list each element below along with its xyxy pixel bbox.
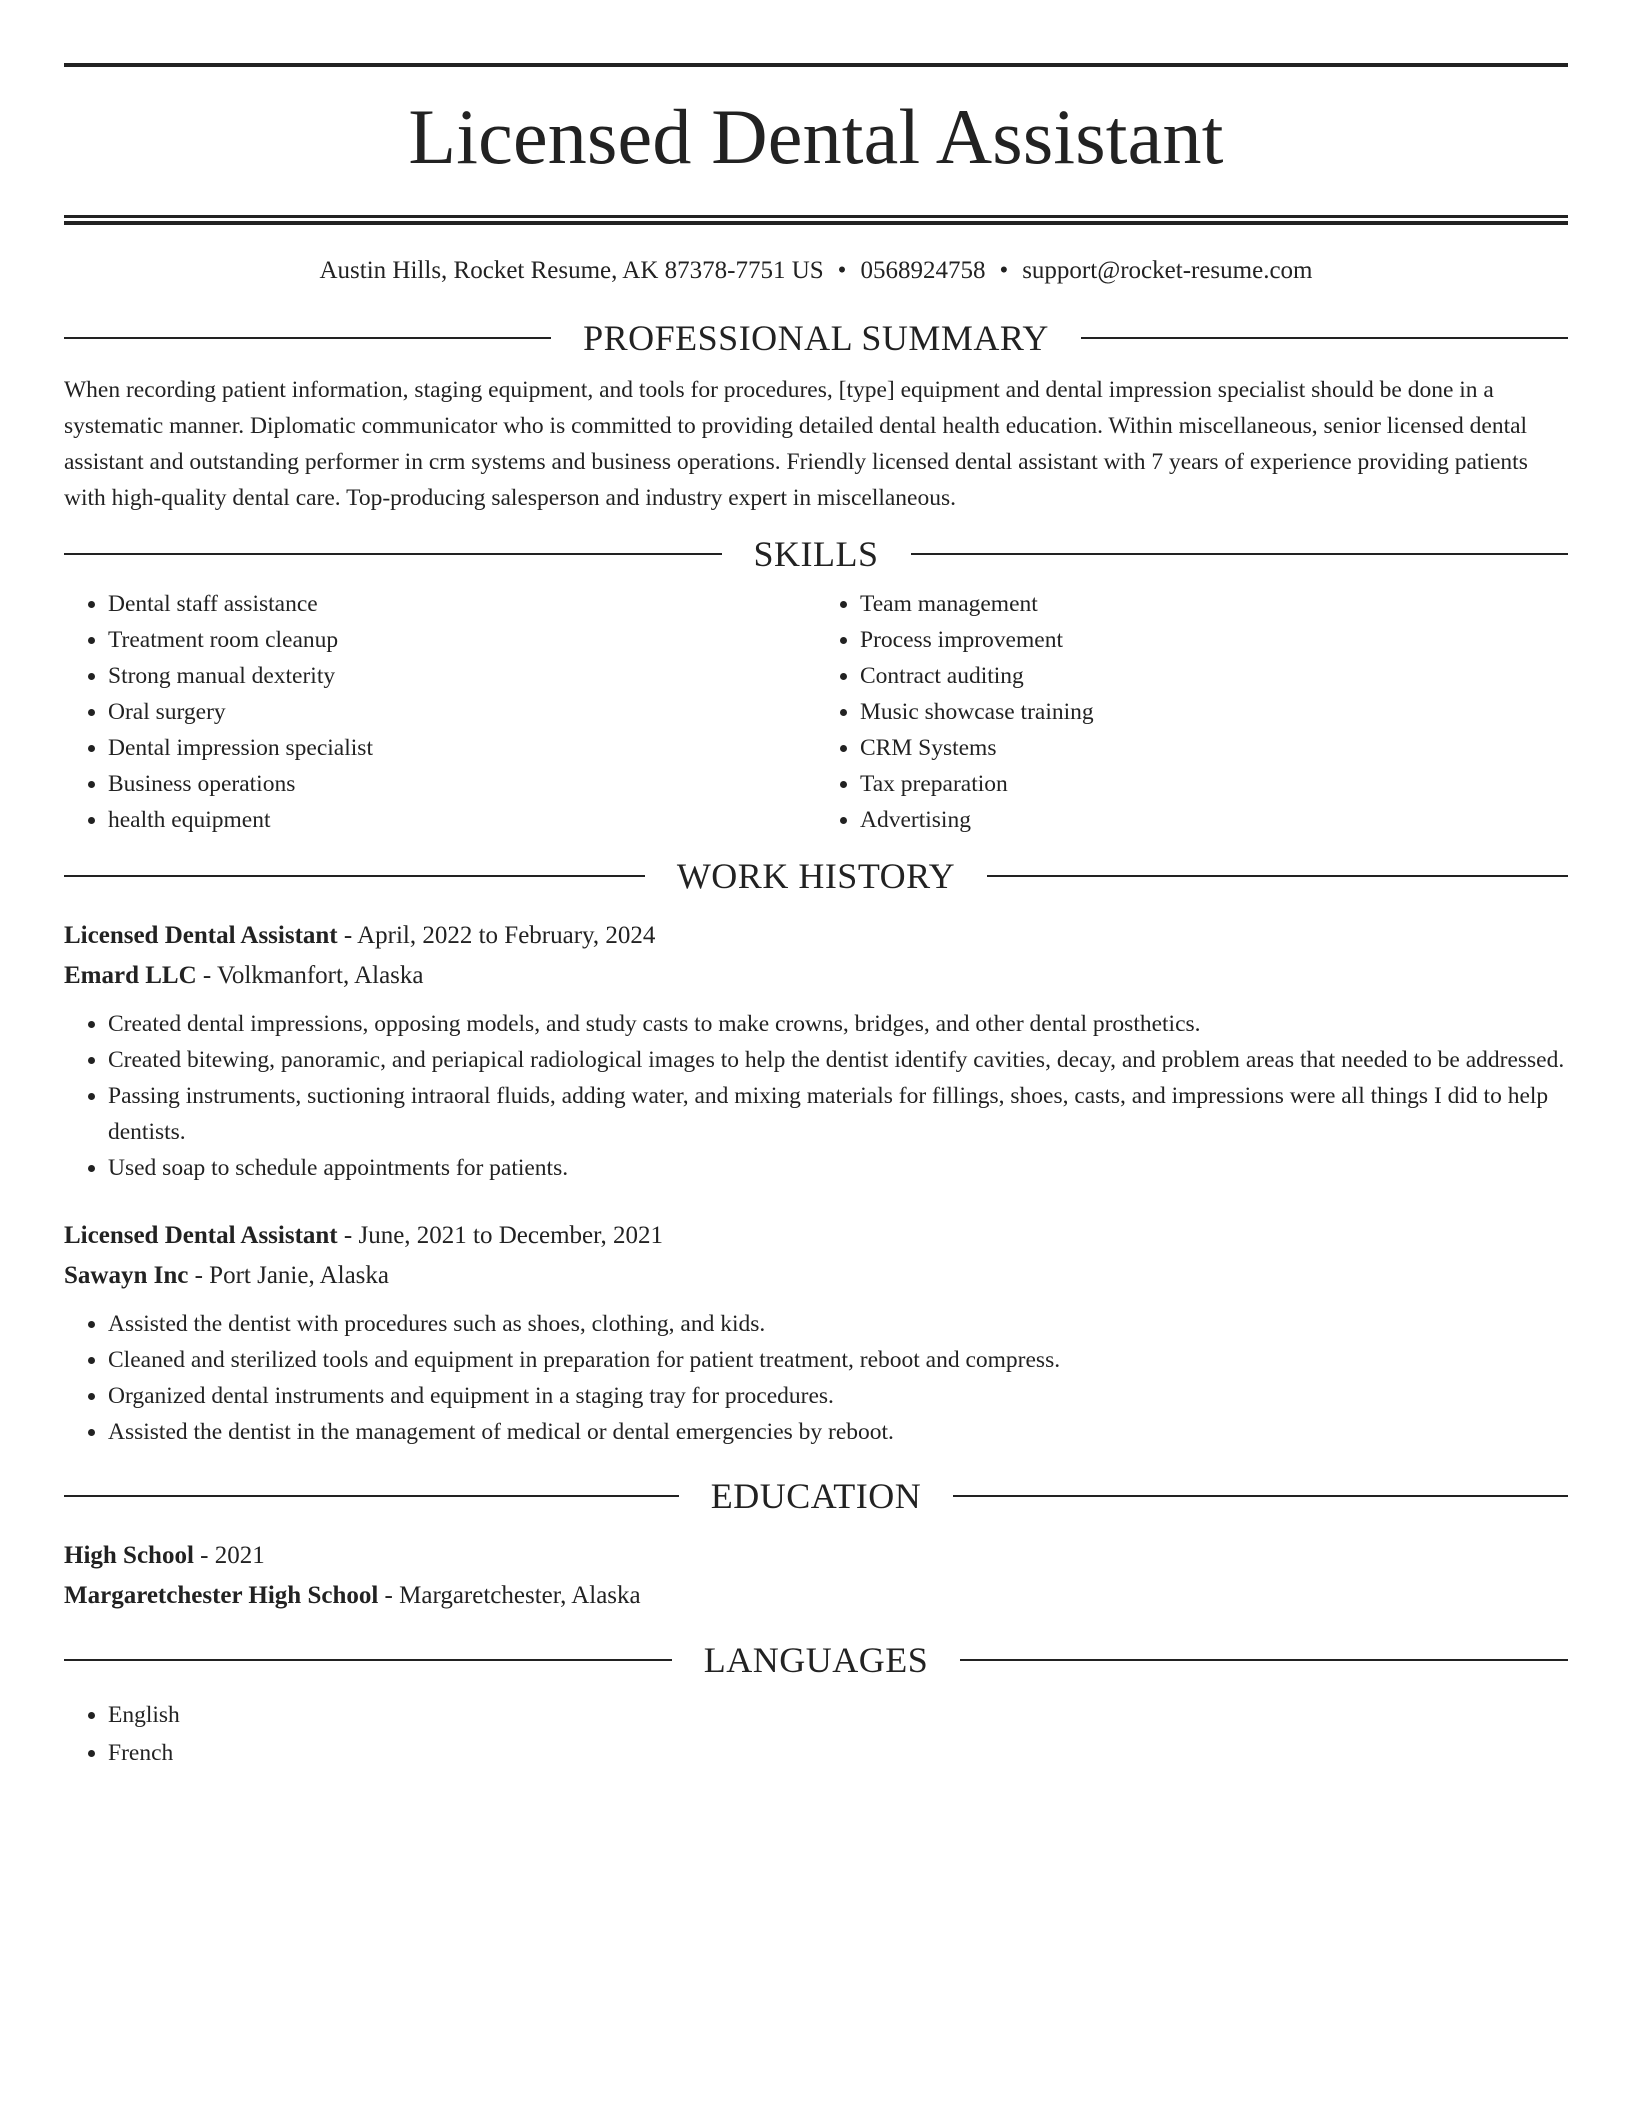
summary-text: When recording patient information, staging equipment, and tools for procedures, [type] equipment and dental impression specialist should be done in a systematic manner. Diplomatic communicator who is committed to providing detailed dental health education. Within miscellaneous, senior licensed dental assistant and outstanding performer in crm systems and business operations. Friendly licensed dental assistant with 7 years of experience providing patients with high-quality dental care. Top-producing salesperson and industry expert in miscellaneous. xyxy=(64,377,1528,511)
job-title: Licensed Dental Assistant xyxy=(64,922,338,949)
heading-rule xyxy=(1081,337,1568,339)
skills-list xyxy=(64,586,1568,838)
contact-separator: • xyxy=(837,257,847,284)
skill-item: • Contract auditing xyxy=(860,658,1568,694)
title-double-rule xyxy=(64,215,1568,225)
section-title: LANGUAGES xyxy=(703,1640,929,1680)
top-rule xyxy=(64,63,1568,67)
languages-list xyxy=(64,1696,1568,1772)
education-school-line xyxy=(64,1576,1568,1616)
education-degree-line xyxy=(64,1536,1568,1576)
job-company: Sawayn Inc xyxy=(64,1262,189,1289)
section-title: SKILLS xyxy=(753,534,879,574)
job-bullet: • Passing instruments, suctioning intraoral fluids, adding water, and mixing materials for fillings, shoes, casts, and impressions were all things I did to help dentists. xyxy=(108,1078,1568,1150)
heading-rule xyxy=(911,553,1569,555)
contact-line xyxy=(64,255,1568,287)
job-company-line xyxy=(64,956,1568,996)
job-title: Licensed Dental Assistant xyxy=(64,1222,338,1249)
skills-column-right xyxy=(816,586,1568,838)
job-location: - Volkmanfort, Alaska xyxy=(196,962,424,989)
language-item: • French xyxy=(108,1734,1568,1772)
job-title-line xyxy=(64,1216,1568,1256)
skill-item: • Dental staff assistance xyxy=(108,586,816,622)
education-entry xyxy=(64,1536,1568,1616)
heading-rule xyxy=(64,875,645,877)
skill-item: • Strong manual dexterity xyxy=(108,658,816,694)
job-bullet: • Organized dental instruments and equipment in a staging tray for procedures. xyxy=(108,1378,1568,1414)
job-entry xyxy=(64,1216,1568,1450)
job-dates: - April, 2022 to February, 2024 xyxy=(337,922,656,949)
contact-separator: • xyxy=(999,257,1009,284)
language-item: • English xyxy=(108,1696,1568,1734)
job-location: - Port Janie, Alaska xyxy=(188,1262,390,1289)
section-heading-education xyxy=(64,1474,1568,1518)
contact-phone: 0568924758 xyxy=(860,257,986,284)
heading-rule xyxy=(960,1659,1568,1661)
contact-email: support@rocket-resume.com xyxy=(1022,257,1313,284)
skill-item: • Advertising xyxy=(860,802,1568,838)
section-heading-skills xyxy=(64,532,1568,576)
skill-item: • CRM Systems xyxy=(860,730,1568,766)
skill-item: • Oral surgery xyxy=(108,694,816,730)
contact-address: Austin Hills, Rocket Resume, AK 87378-7751 US xyxy=(319,257,824,284)
skill-item: • Dental impression specialist xyxy=(108,730,816,766)
skill-item: • Treatment room cleanup xyxy=(108,622,816,658)
section-title: PROFESSIONAL SUMMARY xyxy=(583,318,1049,358)
section-title: EDUCATION xyxy=(710,1476,922,1516)
heading-rule xyxy=(64,1659,672,1661)
job-bullet: • Created bitewing, panoramic, and periapical radiological images to help the dentist identify cavities, decay, and problem areas that needed to be addressed. xyxy=(108,1042,1568,1078)
section-title: WORK HISTORY xyxy=(676,856,956,896)
job-bullet: • Assisted the dentist with procedures such as shoes, clothing, and kids. xyxy=(108,1306,1568,1342)
heading-rule xyxy=(987,875,1568,877)
education-degree: High School xyxy=(64,1542,194,1569)
skill-item: • health equipment xyxy=(108,802,816,838)
resume-title: Licensed Dental Assistant xyxy=(408,93,1224,180)
job-company-line xyxy=(64,1256,1568,1296)
job-dates: - June, 2021 to December, 2021 xyxy=(337,1222,663,1249)
job-bullet: • Assisted the dentist in the management of medical or dental emergencies by reboot. xyxy=(108,1414,1568,1450)
job-bullet: • Used soap to schedule appointments for patients. xyxy=(108,1150,1568,1186)
section-heading-languages xyxy=(64,1638,1568,1682)
section-heading-work xyxy=(64,854,1568,898)
skill-item: • Business operations xyxy=(108,766,816,802)
job-company: Emard LLC xyxy=(64,962,197,989)
skill-item: • Process improvement xyxy=(860,622,1568,658)
education-location: - Margaretchester, Alaska xyxy=(378,1582,641,1609)
job-bullet: • Cleaned and sterilized tools and equipment in preparation for patient treatment, reboot and compress. xyxy=(108,1342,1568,1378)
skill-item: • Team management xyxy=(860,586,1568,622)
education-year: - 2021 xyxy=(193,1542,265,1569)
job-bullet: • Created dental impressions, opposing models, and study casts to make crowns, bridges, and other dental prosthetics. xyxy=(108,1006,1568,1042)
skills-column-left xyxy=(64,586,816,838)
heading-rule xyxy=(64,553,722,555)
job-title-line xyxy=(64,916,1568,956)
skill-item: • Music showcase training xyxy=(860,694,1568,730)
education-school: Margaretchester High School xyxy=(64,1582,379,1609)
heading-rule xyxy=(64,337,551,339)
heading-rule xyxy=(64,1495,679,1497)
job-entry xyxy=(64,916,1568,1186)
skill-item: • Tax preparation xyxy=(860,766,1568,802)
heading-rule xyxy=(953,1495,1568,1497)
section-heading-summary xyxy=(64,316,1568,360)
